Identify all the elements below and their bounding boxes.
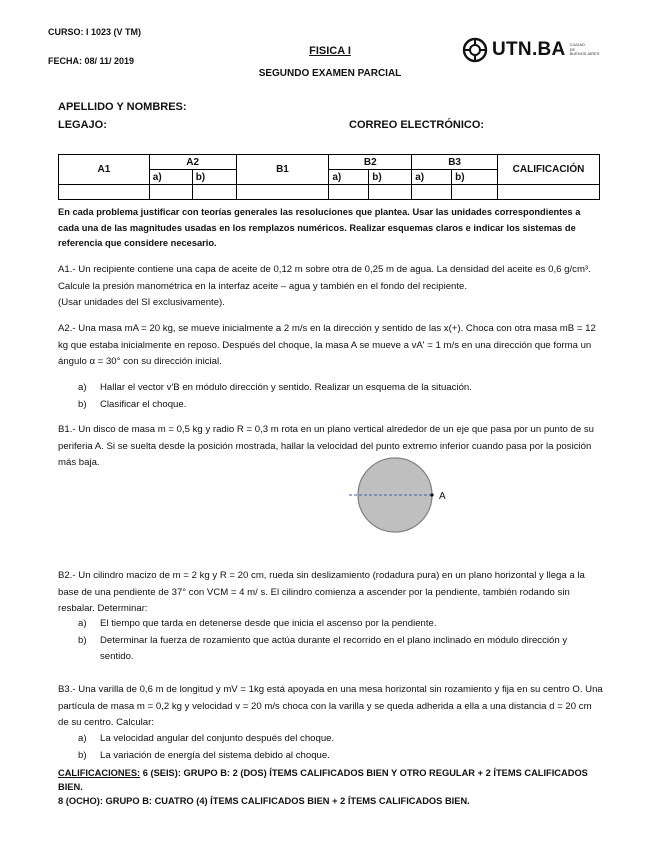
grades-blank-row <box>59 185 600 200</box>
utn-emblem-icon <box>462 37 488 63</box>
grading-line-2: 8 (OCHO): GRUPO B: CUATRO (4) ÍTEMS CALIFICADOS BIEN + 2 ÍTEMS CALIFICADOS BIEN. <box>58 796 470 806</box>
col-b1: B1 <box>236 155 329 185</box>
pivot-label: A <box>439 491 446 502</box>
problem-b1: B1.- Un disco de masa m = 0,5 kg y radio R = 0,3 m rota en un plano vertical alrededor de un eje que pasa por un punto de su periferia A. Si se suelta desde la posición mostrada, hallar la velocidad del punto extremo inferior cuando pasa por la posición más baja. <box>58 424 594 468</box>
grading-line-1: CALIFICACIONES: 6 (SEIS): GRUPO B: 2 (DOS) ÍTEMS CALIFICADOS BIEN Y OTRO REGULAR + 2 ÍTEMS CALIFICADOS BIEN. <box>58 768 588 792</box>
a2-sub-b: b) <box>192 170 236 185</box>
col-calificacion: CALIFICACIÓN <box>498 155 600 185</box>
grade-cell-a2a[interactable] <box>149 185 192 200</box>
problem-b2-item-b: b) Determinar la fuerza de rozamiento que actúa durante el recorrido en el plano inclinado en módulo dirección y sentido. <box>78 634 568 662</box>
pivot-point <box>430 493 433 496</box>
email-label: CORREO ELECTRÓNICO: <box>349 119 485 131</box>
problem-b2: B2.- Un cilindro macizo de m = 2 kg y R = 20 cm, rueda sin deslizamiento (rodadura pura) en un plano horizontal y llega a la base de una pendiente de 37° con VCM = 4 m/ s. El cilindro comienza a ascender por la pendiente, también rodando sin resbalar. Determinar: <box>58 570 585 614</box>
grading-criteria <box>58 766 603 808</box>
problem-a2-item-a: a) Hallar el vector v'B en módulo dirección y sentido. Realizar un esquema de la situación. <box>78 382 472 393</box>
name-label: APELLIDO Y NOMBRES: <box>58 101 187 113</box>
b2-sub-b: b) <box>369 170 412 185</box>
col-b3: B3 <box>412 155 498 170</box>
grade-cell-b2b[interactable] <box>369 185 412 200</box>
problem-b3: B3.- Una varilla de 0,6 m de longitud y mV = 1kg está apoyada en una mesa horizontal sin rozamiento y fija en su centro O. Una partícula de masa m = 0,2 kg y velocidad v = 20 m/s choca con la varilla y se queda adherida a ella a una distancia d = 20 cm de su centro. Calcular: <box>58 684 603 728</box>
problem-a2 <box>58 321 603 371</box>
grading-label: CALIFICACIONES: <box>58 768 141 778</box>
problem-a2-items <box>78 380 603 413</box>
exam-date: FECHA: 08/ 11/ 2019 <box>48 56 135 66</box>
grades-table <box>58 154 600 200</box>
utn-logo <box>462 37 599 63</box>
col-a2: A2 <box>149 155 236 170</box>
grades-header-row <box>59 155 600 170</box>
a2-sub-a: a) <box>149 170 192 185</box>
grade-cell-final[interactable] <box>498 185 600 200</box>
course-code: CURSO: I 1023 (V TM) <box>48 27 142 37</box>
grade-cell-b1[interactable] <box>236 185 329 200</box>
problem-a1-text: A1.- Un recipiente contiene una capa de aceite de 0,12 m sobre otra de 0,25 m de agua. La densidad del aceite es 0,6 g/cm³. Calcule la presión manométrica en la interfaz aceite – agua y también en el fondo del recipiente. <box>58 264 591 292</box>
grade-cell-b2a[interactable] <box>329 185 369 200</box>
problem-b2-items <box>78 616 603 666</box>
grade-cell-b3a[interactable] <box>412 185 452 200</box>
problem-a2-text: A2.- Una masa mA = 20 kg, se mueve inicialmente a 2 m/s en la dirección y sentido de las x(+). Choca con otra masa mB = 12 kg que estaba inicialmente en reposo. Después del choque, la masa A se mueve a vA' = 1 m/s en una dirección que forma un ángulo α = 30° con su dirección inicial. <box>58 323 596 367</box>
exam-title: SEGUNDO EXAMEN PARCIAL <box>258 68 402 79</box>
b3-sub-b: b) <box>452 170 498 185</box>
problem-a1-note: (Usar unidades del SI exclusivamente). <box>58 297 225 308</box>
grade-cell-a1[interactable] <box>59 185 150 200</box>
legajo-label: LEGAJO: <box>58 119 107 131</box>
logo-subtext: CIUDAD DE BUENOS AIRES <box>569 42 600 57</box>
problem-a1 <box>58 262 603 312</box>
b3-sub-a: a) <box>412 170 452 185</box>
subject-title: FISICA I <box>309 45 351 57</box>
problem-b3-item-a: a) La velocidad angular del conjunto después del choque. <box>78 733 335 744</box>
col-b2: B2 <box>329 155 412 170</box>
b2-sub-a: a) <box>329 170 369 185</box>
disk-figure <box>345 455 455 535</box>
problem-b3-item-b: b) La variación de energía del sistema debido al choque. <box>78 749 330 761</box>
instructions: En cada problema justificar con teorías generales las resoluciones que plantea. Usar las unidades correspondientes a cada una de las magnitudes usadas en los remplazos numéricos. Realizar esquemas claros e indicar los sistemas de referencia que considere necesario. <box>58 207 581 248</box>
logo-text: UTN.BA <box>492 39 566 60</box>
col-a1: A1 <box>59 155 150 185</box>
grade-cell-a2b[interactable] <box>192 185 236 200</box>
problem-b2-item-a: a) El tiempo que tarda en detenerse desde que inicia el ascenso por la pendiente. <box>78 618 437 629</box>
problem-b3-items <box>78 731 603 764</box>
grade-cell-b3b[interactable] <box>452 185 498 200</box>
problem-a2-item-b: b) Clasificar el choque. <box>78 398 187 410</box>
